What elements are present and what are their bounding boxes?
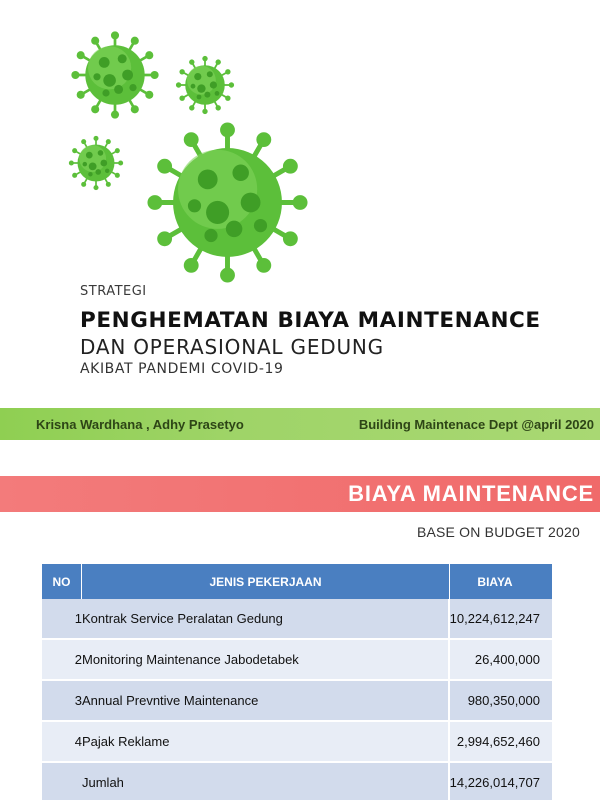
maintenance-cost-table — [42, 564, 552, 800]
budget-note: BASE ON BUDGET 2020 — [416, 524, 580, 540]
section-heading-bar — [0, 476, 600, 512]
row-cost: 2,994,652,460 — [456, 734, 540, 749]
row-no: 1 — [74, 611, 82, 626]
title-line3: AKIBAT PANDEMI COVID-19 — [80, 361, 284, 377]
section-heading: BIAYA MAINTENANCE — [348, 481, 594, 506]
title-kicker: STRATEGI — [80, 284, 147, 299]
virus-icon — [175, 55, 235, 115]
virus-icon — [145, 120, 310, 285]
header-no: NO — [42, 564, 82, 599]
total-label: Jumlah — [42, 763, 450, 800]
row-job: Annual Prevntive Maintenance — [82, 693, 259, 708]
row-job: Pajak Reklame — [82, 734, 170, 749]
dept-text: Building Maintenace Dept @april 2020 — [358, 416, 594, 432]
table-row — [42, 599, 552, 640]
row-cost: 26,400,000 — [474, 652, 540, 667]
virus-icon — [70, 30, 160, 120]
row-cost: 10,224,612,247 — [449, 611, 540, 626]
row-no: 3 — [74, 693, 82, 708]
row-no: 4 — [74, 734, 82, 749]
title-block — [80, 284, 590, 377]
row-job: Monitoring Maintenance Jabodetabek — [82, 652, 299, 667]
header-job: JENIS PEKERJAAN — [82, 564, 450, 599]
authors-text: Krisna Wardhana , Adhy Prasetyo — [36, 416, 244, 432]
row-cost: 980,350,000 — [467, 693, 540, 708]
author-bar — [0, 408, 600, 440]
total-cost: 14,226,014,707 — [449, 775, 540, 790]
title-line2: DAN OPERASIONAL GEDUNG — [80, 335, 384, 359]
header-cost: BIAYA — [477, 574, 513, 589]
row-no: 2 — [74, 652, 82, 667]
table-row — [42, 681, 552, 722]
row-job: Kontrak Service Peralatan Gedung — [82, 611, 283, 626]
virus-icon — [68, 135, 124, 191]
table-row — [42, 640, 552, 681]
table-total-row — [42, 763, 552, 800]
page-title: PENGHEMATAN BIAYA MAINTENANCE — [80, 308, 541, 333]
table-row — [42, 722, 552, 763]
table-header-row — [42, 564, 552, 599]
